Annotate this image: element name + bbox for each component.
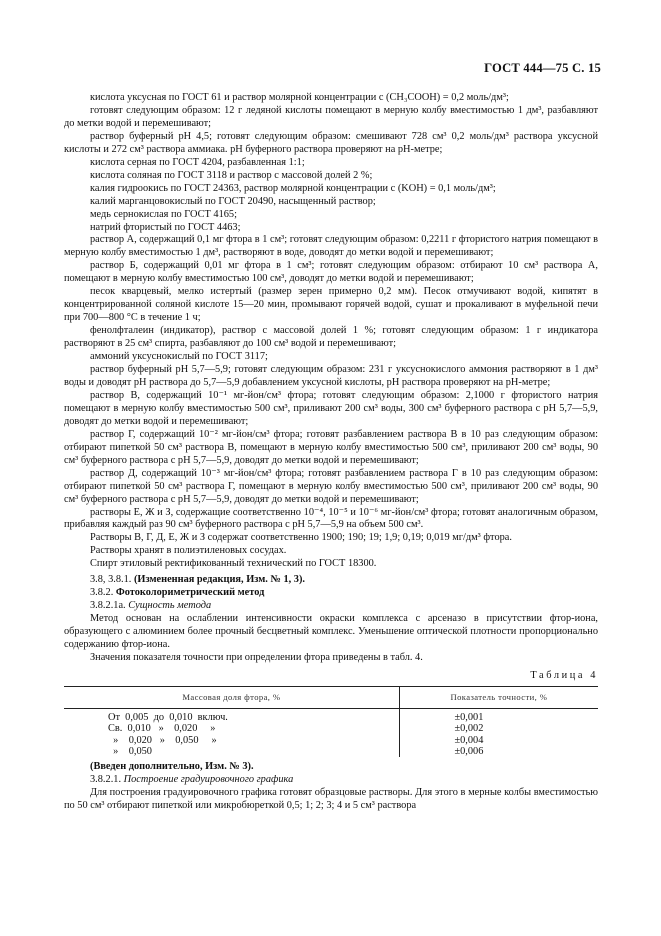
section-number: 3.8.2.1. — [90, 774, 122, 786]
reagent-paragraph: медь сернокислая по ГОСТ 4165; — [90, 208, 237, 220]
paragraph-list — [64, 92, 598, 571]
final-paragraph: Для построения градуировочного графика готовят образцовые растворы. Для этого в мерные колбы вместимостью по 50 см³ отбирают пипеткой или микробюреткой 0,5; 1; 2; 3; 4 и 5 см³ раствора — [64, 787, 598, 812]
reagent-paragraph: Растворы В, Г, Д, Е, Ж и З содержат соответственно 1900; 190; 19; 1,9; 0,19; 0,019 мг/дм³ фтора. — [90, 532, 512, 544]
section-number: 3.8.2. — [90, 587, 114, 599]
table-cell-value: ±0,004 — [454, 734, 484, 746]
reagent-paragraph: кислота уксусная по ГОСТ 61 и раствор молярной концентрации c (CH₃COOH) = 0,2 моль/дм³; — [90, 92, 509, 103]
reagent-paragraph: раствор Б, содержащий 0,01 мг фтора в 1 см³; готовят следующим образом: отбирают 10 см³ раствора А, помещают в мерную колбу вместимостью 100 см³, доводят до метки водой и перемешивают; — [64, 260, 598, 285]
table-header-accuracy: Показатель точности, % — [399, 686, 598, 708]
reagent-paragraph: раствор буферный pH 5,7—5,9; готовят следующим образом: 231 г уксуснокислого аммония растворяют в 1 дм³ воды и доводят pH раствора до 5,7—5,9 добавлением уксусной кислоты, pH раствора проверяют на pH-метре; — [64, 364, 598, 388]
accuracy-paragraph: Значения показателя точности при определении фтора приведены в табл. 4. — [90, 651, 423, 663]
page-header: ГОСТ 444—75 С. 15 — [484, 61, 601, 75]
reagent-paragraph: Растворы хранят в полиэтиленовых сосудах. — [90, 545, 287, 557]
accuracy-table — [64, 686, 598, 758]
table-cell-value: ±0,006 — [454, 746, 484, 758]
reagent-paragraph: калий марганцовокислый по ГОСТ 20490, насыщенный раствор; — [90, 195, 376, 207]
table-cell-range: » 0,020 » 0,050 » — [108, 734, 217, 746]
reagent-paragraph: кислота соляная по ГОСТ 3118 и раствор с массовой долей 2 %; — [90, 169, 373, 181]
reagent-paragraph: натрий фтористый по ГОСТ 4463; — [90, 221, 241, 233]
document-body — [64, 92, 598, 813]
section-number: 3.8.2.1а. — [90, 600, 126, 612]
table-range-column — [64, 708, 399, 757]
table-cell-value: ±0,001 — [454, 711, 484, 723]
table-header-fluorine: Массовая доля фтора, % — [64, 686, 399, 708]
method-paragraph: Метод основан на ослаблении интенсивности окраски комплекса с арсеназо в присутствии фтор-иона, образующего с алюминием более прочный бесцветный комплекс. Уменьшение оптической плотности пропорционально содержанию фтор-иона. — [64, 613, 598, 651]
table-cell-range: От 0,005 до 0,010 включ. — [108, 711, 228, 723]
table-cell-value: ±0,002 — [454, 723, 484, 735]
reagent-paragraph: аммоний уксуснокислый по ГОСТ 3117; — [90, 351, 268, 363]
amendment-note: (Измененная редакция, Изм. № 1, 3). — [133, 574, 305, 586]
section-title: Сущность метода — [128, 600, 212, 612]
table-cell-range: » 0,050 — [108, 746, 152, 758]
reagent-paragraph: Спирт этиловый ректификованный технический по ГОСТ 18300. — [90, 558, 377, 570]
reagent-paragraph: фенолфталеин (индикатор), раствор с массовой долей 1 %; готовят следующим образом: 1 г индикатора растворяют в 25 см³ спирта, разбавляют до 100 см³ водой и перемешивают; — [64, 325, 598, 350]
reagent-paragraph: калия гидроокись по ГОСТ 24363, раствор молярной концентрации c (KOH) = 0,1 моль/дм³; — [90, 182, 496, 194]
reagent-paragraph: раствор Г, содержащий 10⁻² мг-йон/см³ фтора; готовят разбавлением раствора В в 10 раз следующим образом: отбирают пипеткой 50 см³ раствора В, помещают в мерную колбу вместимостью 500 см³, приливают 200 см³ воды, 90 см³ буферного раствора с pH 5,7—5,9, доводят до метки водой и перемешивают; — [64, 428, 598, 466]
section-3-8-2 — [64, 587, 598, 600]
reagent-paragraph: песок кварцевый, мелко истертый (размер зерен примерно 0,2 мм). Песок отмучивают водой, кипятят в концентрированной соляной кислоте 15—20 мин, промывают горячей водой, сушат и прокаливают в муфельной печи при 700—800 °С в течение 1 ч; — [64, 286, 598, 324]
reagent-paragraph: растворы Е, Ж и З, содержащие соответственно 10⁻⁴, 10⁻⁵ и 10⁻⁶ мг-йон/см³ фтора; готовят аналогичным образом, прибавляя каждый раз 90 см³ буферного раствора с pH 5,7—5,9 на объем 500 см³. — [64, 506, 598, 531]
section-number: 3.8, 3.8.1. — [90, 574, 132, 586]
section-3-8-1 — [64, 574, 598, 587]
section-title: Фотоколориметрический метод — [115, 587, 265, 599]
table-value-column — [399, 708, 598, 757]
reagent-paragraph: кислота серная по ГОСТ 4204, разбавленная 1:1; — [90, 156, 305, 168]
section-3-8-2-1 — [64, 774, 598, 787]
section-title: Построение градуировочного графика — [123, 774, 294, 786]
reagent-paragraph: готовят следующим образом: 12 г ледяной кислоты помещают в мерную колбу вместимостью 1 дм³, разбавляют до метки водой и перемешивают; — [64, 104, 598, 129]
table-cell-range: Св. 0,010 » 0,020 » — [108, 723, 216, 735]
section-3-8-2-1a — [64, 600, 598, 613]
reagent-paragraph: раствор А, содержащий 0,1 мг фтора в 1 см³; готовят следующим образом: 0,2211 г фтористого натрия помещают в мерную колбу вместимостью 1 дм³, растворяют в воде, доводят до метки водой и перемешивают; — [64, 234, 598, 259]
reagent-paragraph: раствор В, содержащий 10⁻¹ мг-йон/см³ фтора; готовят следующим образом: 2,1000 г фтористого натрия помещают в мерную колбу вместимостью 500 см³, приливают 200 см³ воды, 300 см³ буферного раствора с pH 5,7—5,9, доводят до метки водой и перемешивают; — [64, 389, 598, 427]
reagent-paragraph: раствор буферный pH 4,5; готовят следующим образом: смешивают 728 см³ 0,2 моль/дм³ раствора уксусной кислоты и 272 см³ раствора аммиака. pH буферного раствора проверяют на pH-метре; — [64, 130, 598, 155]
amendment-note: (Введен дополнительно, Изм. № 3). — [90, 761, 254, 773]
reagent-paragraph: раствор Д, содержащий 10⁻³ мг-йон/см³ фтора; готовят разбавлением раствора Г в 10 раз следующим образом: отбирают пипеткой 50 см³ раствора Г, помещают в мерную колбу вместимостью 500 см³, приливают 200 см³ воды, 90 см³ буферного раствора с pH 5,7—5,9, доводят до метки водой и перемешивают; — [64, 467, 598, 505]
table-caption: Таблица 4 — [530, 669, 598, 681]
